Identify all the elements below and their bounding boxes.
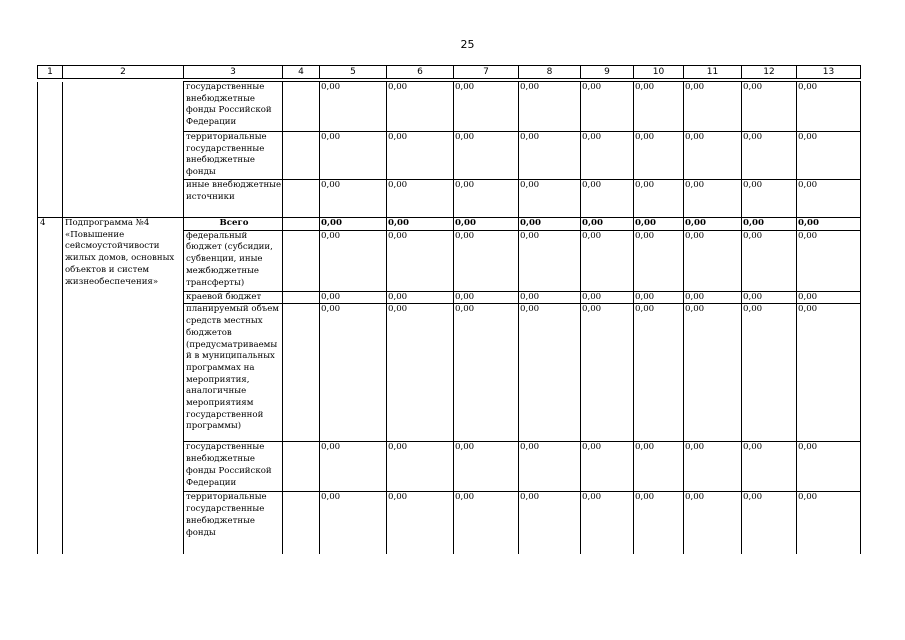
value-cell: 0,00 [634,291,684,304]
value-cell: 0,00 [742,492,797,554]
column-number-13: 13 [797,66,861,79]
value-cell: 0,00 [454,82,519,132]
row-title-cell [63,82,184,132]
value-cell: 0,00 [634,180,684,218]
column-number-11: 11 [684,66,742,79]
value-cell: 0,00 [454,304,519,442]
value-cell: 0,00 [634,304,684,442]
column-4-cell [283,82,320,132]
value-cell: 0,00 [684,304,742,442]
value-cell: 0,00 [797,230,861,291]
value-cell: 0,00 [684,132,742,180]
funding-source-cell: государственные внебюджетные фонды Российской Федерации [184,82,283,132]
header-row [38,66,861,79]
value-cell: 0,00 [387,82,454,132]
row-number-cell [38,132,63,180]
value-cell: 0,00 [387,304,454,442]
value-cell: 0,00 [519,230,581,291]
value-cell: 0,00 [519,492,581,554]
column-4-cell [283,442,320,492]
value-cell: 0,00 [581,218,634,231]
value-cell: 0,00 [634,492,684,554]
value-cell: 0,00 [742,218,797,231]
value-cell: 0,00 [797,218,861,231]
funding-source-cell: краевой бюджет [184,291,283,304]
value-cell: 0,00 [320,82,387,132]
row-number-cell [38,180,63,218]
value-cell: 0,00 [519,291,581,304]
value-cell: 0,00 [320,218,387,231]
column-number-3: 3 [184,66,283,79]
column-number-9: 9 [581,66,634,79]
value-cell: 0,00 [742,82,797,132]
column-number-6: 6 [387,66,454,79]
funding-table [37,81,861,554]
table-row [38,132,861,180]
value-cell: 0,00 [454,180,519,218]
value-cell: 0,00 [742,180,797,218]
value-cell: 0,00 [684,180,742,218]
table-row [38,218,861,231]
column-number-2: 2 [63,66,184,79]
value-cell: 0,00 [797,180,861,218]
column-number-8: 8 [519,66,581,79]
column-number-header [37,65,861,79]
funding-source-cell: территориальные государственные внебюджетные фонды [184,132,283,180]
value-cell: 0,00 [634,230,684,291]
value-cell: 0,00 [320,180,387,218]
funding-source-cell: иные внебюджетные источники [184,180,283,218]
value-cell: 0,00 [581,230,634,291]
value-cell: 0,00 [797,132,861,180]
value-cell: 0,00 [454,291,519,304]
value-cell: 0,00 [684,442,742,492]
value-cell: 0,00 [581,82,634,132]
value-cell: 0,00 [519,132,581,180]
value-cell: 0,00 [581,291,634,304]
value-cell: 0,00 [684,82,742,132]
value-cell: 0,00 [320,304,387,442]
column-4-cell [283,492,320,554]
column-4-cell [283,180,320,218]
column-4-cell [283,132,320,180]
value-cell: 0,00 [581,132,634,180]
value-cell: 0,00 [797,291,861,304]
value-cell: 0,00 [387,180,454,218]
value-cell: 0,00 [387,492,454,554]
value-cell: 0,00 [454,132,519,180]
value-cell: 0,00 [581,180,634,218]
value-cell: 0,00 [519,218,581,231]
value-cell: 0,00 [742,291,797,304]
table-row [38,180,861,218]
value-cell: 0,00 [519,82,581,132]
row-title-cell [63,180,184,218]
value-cell: 0,00 [797,492,861,554]
row-number-cell [38,82,63,132]
value-cell: 0,00 [519,304,581,442]
value-cell: 0,00 [581,304,634,442]
value-cell: 0,00 [387,442,454,492]
value-cell: 0,00 [581,442,634,492]
column-number-4: 4 [283,66,320,79]
value-cell: 0,00 [797,82,861,132]
value-cell: 0,00 [797,304,861,442]
value-cell: 0,00 [454,230,519,291]
column-number-12: 12 [742,66,797,79]
value-cell: 0,00 [684,492,742,554]
column-4-cell [283,291,320,304]
value-cell: 0,00 [634,218,684,231]
value-cell: 0,00 [454,442,519,492]
value-cell: 0,00 [454,218,519,231]
value-cell: 0,00 [454,492,519,554]
table-row [38,82,861,132]
column-number-5: 5 [320,66,387,79]
value-cell: 0,00 [742,230,797,291]
value-cell: 0,00 [742,442,797,492]
value-cell: 0,00 [519,180,581,218]
value-cell: 0,00 [742,132,797,180]
column-number-7: 7 [454,66,519,79]
column-number-1: 1 [38,66,63,79]
value-cell: 0,00 [387,291,454,304]
value-cell: 0,00 [634,442,684,492]
column-number-10: 10 [634,66,684,79]
value-cell: 0,00 [387,230,454,291]
funding-source-cell: Всего [184,218,283,231]
value-cell: 0,00 [387,132,454,180]
funding-source-cell: планируемый объем средств местных бюджетов (предусматриваемы й в муниципальных программах на мероприятия, аналогичные мероприятиям государственной программы) [184,304,283,442]
value-cell: 0,00 [634,132,684,180]
value-cell: 0,00 [320,132,387,180]
column-4-cell [283,304,320,442]
value-cell: 0,00 [684,291,742,304]
row-title-cell [63,132,184,180]
value-cell: 0,00 [387,218,454,231]
subprogram-number: 4 [38,218,63,554]
funding-source-cell: государственные внебюджетные фонды Российской Федерации [184,442,283,492]
value-cell: 0,00 [742,304,797,442]
funding-source-cell: территориальные государственные внебюджетные фонды [184,492,283,554]
value-cell: 0,00 [320,442,387,492]
value-cell: 0,00 [320,230,387,291]
subprogram-title: Подпрограмма №4 «Повышение сейсмоустойчивости жилых домов, основных объектов и систем жизнеобеспечения» [63,218,184,554]
column-4-cell [283,218,320,231]
value-cell: 0,00 [797,442,861,492]
value-cell: 0,00 [320,291,387,304]
value-cell: 0,00 [320,492,387,554]
page-number: 25 [460,38,475,51]
funding-source-cell: федеральный бюджет (субсидии, субвенции, иные межбюджетные трансферты) [184,230,283,291]
column-4-cell [283,230,320,291]
value-cell: 0,00 [684,230,742,291]
value-cell: 0,00 [634,82,684,132]
value-cell: 0,00 [581,492,634,554]
value-cell: 0,00 [684,218,742,231]
value-cell: 0,00 [519,442,581,492]
